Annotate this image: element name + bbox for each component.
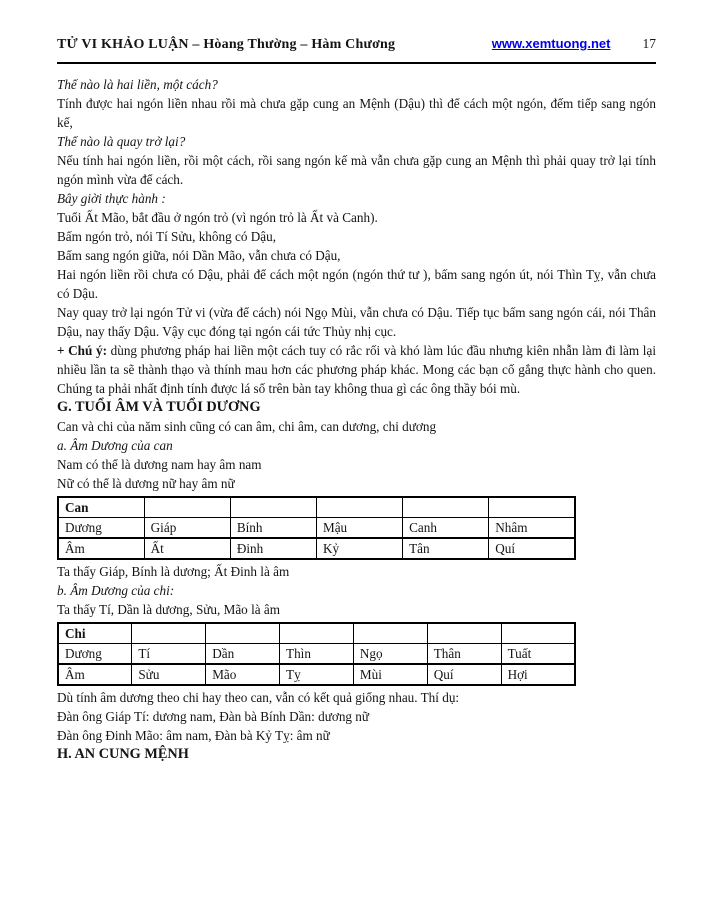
para-practice-step: Hai ngón liền rồi chưa có Dậu, phải để cách một ngón (ngón thứ tư ), bấm sang ngón út, nói Thìn Tỵ, vẫn chưa có Dậu. (57, 267, 656, 301)
table-cell (280, 623, 354, 644)
table-cell (403, 497, 489, 518)
para-practice-step: Bấm sang ngón giữa, nói Dần Mão, vẫn chưa có Dậu, (57, 248, 341, 263)
table-cell: Tí (132, 644, 206, 665)
table-row (58, 623, 575, 644)
table-row (58, 664, 575, 685)
para-question-1: Thế nào là hai liền, một cách? (57, 77, 218, 92)
header-title: TỬ VI KHẢO LUẬN – Hòang Thường – Hàm Chương (57, 37, 396, 52)
para-practice-step: Nay quay trở lại ngón Tử vi (vừa để cách) nói Ngọ Mùi, vẫn chưa có Dậu. Tiếp tục bấm sang ngón cái, nói Thân Dậu, nay thấy Dậu. Vậy cục đóng tại ngón cái tức Thủy nhị cục. (57, 305, 656, 339)
website-link[interactable]: www.xemtuong.net (491, 36, 611, 51)
para-answer-2: Nếu tính hai ngón liền, rồi một cách, rồi sang ngón kế mà vẫn chưa gặp cung an Mệnh thì phải quay trở lại tính ngón mình vừa để cách. (57, 153, 656, 187)
section-g-intro: Can và chi của năm sinh cũng có can âm, chi âm, can dương, chi dương (57, 419, 437, 434)
para-practice-step: Tuổi Ất Mão, bắt đầu ở ngón trỏ (vì ngón trỏ là Ất và Canh). (57, 210, 378, 225)
sub-a-title: a. Âm Dương của can (57, 438, 173, 453)
can-table (57, 496, 576, 560)
table-cell: Can (58, 497, 144, 518)
table-cell: Tỵ (280, 664, 354, 685)
table-cell: Đinh (230, 538, 316, 559)
note-text: dùng phương pháp hai liền một cách tuy có rắc rối và khó làm lúc đầu nhưng kiên nhẫn làm đi làm lại nhiều lần ta sẽ thành thạo và thính mau hơn các phương pháp khác. Mong các bạn cố gắng thực hành cho quen. Chúng ta phải nhất định tính được lá số trên bàn tay không thua gì các ông thầy bói mù. (57, 343, 656, 396)
table-cell: Giáp (144, 518, 230, 539)
table-cell: Hợi (501, 664, 575, 685)
para-practice-title: Bây giời thực hành : (57, 191, 166, 206)
example-line: Đàn ông Đinh Mão: âm nam, Đàn bà Kỷ Tỵ: âm nữ (57, 728, 330, 743)
table-cell: Chi (58, 623, 132, 644)
table-cell (316, 497, 402, 518)
note-label: + Chú ý: (57, 343, 107, 358)
table-cell: Thìn (280, 644, 354, 665)
table-cell: Dần (206, 644, 280, 665)
sub-b-title: b. Âm Dương của chi: (57, 583, 175, 598)
table-cell: Canh (403, 518, 489, 539)
example-line: Đàn ông Giáp Tí: dương nam, Đàn bà Bính Dần: dương nữ (57, 709, 370, 724)
can-table-note: Ta thấy Giáp, Bính là dương; Ất Đinh là âm (57, 564, 290, 579)
table-cell: Mão (206, 664, 280, 685)
table-cell: Tuất (501, 644, 575, 665)
chi-table-note: Dù tính âm dương theo chi hay theo can, vẫn có kết quả giống nhau. Thí dụ: (57, 690, 460, 705)
table-cell: Sửu (132, 664, 206, 685)
table-cell: Âm (58, 538, 144, 559)
section-h-heading: H. AN CUNG MỆNH (57, 746, 189, 762)
section-g-heading: G. TUỔI ÂM VÀ TUỔI DƯƠNG (57, 399, 261, 415)
table-cell: Ngọ (353, 644, 427, 665)
content-body (57, 75, 656, 764)
table-row (58, 644, 575, 665)
table-cell: Mùi (353, 664, 427, 685)
table-cell: Âm (58, 664, 132, 685)
table-cell: Dương (58, 518, 144, 539)
table-cell: Tân (403, 538, 489, 559)
table-cell (206, 623, 280, 644)
chi-table (57, 622, 576, 686)
table-cell (353, 623, 427, 644)
page-number: 17 (642, 36, 656, 51)
para-answer-1: Tính được hai ngón liền nhau rồi mà chưa gặp cung an Mệnh (Dậu) thì để cách một ngón, đếm tiếp sang ngón kế, (57, 96, 656, 130)
table-cell (501, 623, 575, 644)
table-row (58, 538, 575, 559)
table-cell: Quí (427, 664, 501, 685)
table-cell: Mậu (316, 518, 402, 539)
table-cell: Nhâm (489, 518, 575, 539)
sub-b-line: Ta thấy Tí, Dần là dương, Sửu, Mão là âm (57, 602, 281, 617)
table-row (58, 518, 575, 539)
sub-a-line: Nam có thể là dương nam hay âm nam (57, 457, 262, 472)
table-cell: Ất (144, 538, 230, 559)
page-header (57, 36, 656, 64)
table-cell: Quí (489, 538, 575, 559)
para-practice-step: Bấm ngón trỏ, nói Tí Sửu, không có Dậu, (57, 229, 276, 244)
table-cell (427, 623, 501, 644)
table-cell (132, 623, 206, 644)
table-cell (144, 497, 230, 518)
table-cell (489, 497, 575, 518)
table-row (58, 497, 575, 518)
table-cell: Bính (230, 518, 316, 539)
sub-a-line: Nữ có thể là dương nữ hay âm nữ (57, 476, 235, 491)
table-cell: Dương (58, 644, 132, 665)
note-paragraph (57, 341, 656, 398)
table-cell (230, 497, 316, 518)
table-cell: Thân (427, 644, 501, 665)
para-question-2: Thế nào là quay trở lại? (57, 134, 186, 149)
table-cell: Kỷ (316, 538, 402, 559)
